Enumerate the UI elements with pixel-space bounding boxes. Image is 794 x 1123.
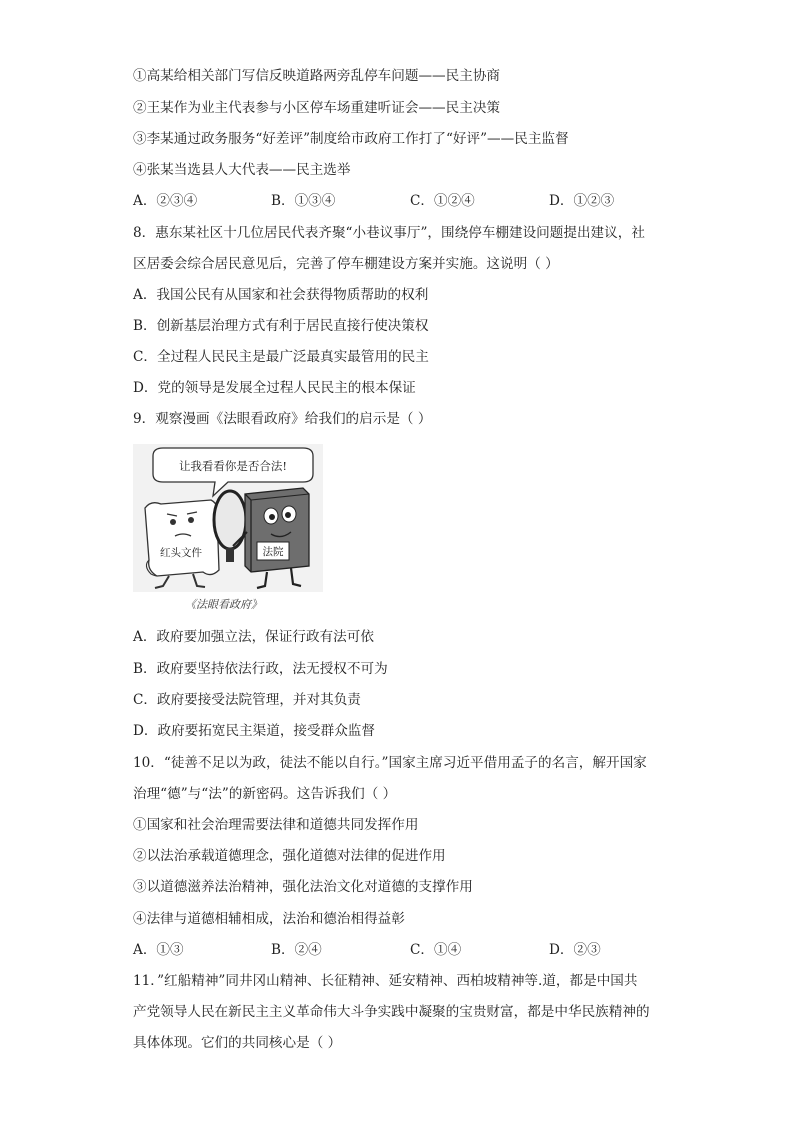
- q7-options: [133, 191, 693, 211]
- cartoon-caption: 《法眼看政府》: [185, 598, 262, 611]
- q8-option-c[interactable]: C．全过程人民民主是最广泛最真实最管用的民主: [133, 349, 429, 365]
- q10-stem-line-1: 10．“徒善不足以为政，徒法不能以自行。”国家主席习近平借用孟子的名言，解开国家: [133, 755, 647, 771]
- q7-item-2: ②王某作为业主代表参与小区停车场重建听证会——民主决策: [133, 100, 501, 116]
- q10-option-b[interactable]: B．②④: [271, 942, 322, 958]
- q9-stem: 9．观察漫画《法眼看政府》给我们的启示是（ ）: [133, 411, 432, 427]
- q10-stem-line-2: 治理“德”与“法”的新密码。这告诉我们（ ）: [133, 786, 397, 802]
- q10-item-4: ④法律与道德相辅相成，法治和德治相得益彰: [133, 911, 405, 927]
- cartoon-illustration: [133, 444, 323, 592]
- book-label: 法院: [262, 546, 284, 558]
- q10-item-1: ①国家和社会治理需要法律和道德共同发挥作用: [133, 817, 419, 833]
- q7-option-a[interactable]: A．②③④: [133, 193, 198, 209]
- q10-option-d[interactable]: D．②③: [549, 942, 601, 958]
- q8-option-d[interactable]: D．党的领导是发展全过程人民民主的根本保证: [133, 380, 416, 396]
- q11-stem-line-1: 11．”红船精神”同井冈山精神、长征精神、延安精神、西柏坡精神等.道，都是中国共: [133, 973, 638, 989]
- doc-label: 红头文件: [160, 547, 202, 559]
- q10-item-2: ②以法治承载道德理念，强化道德对法律的促进作用: [133, 848, 446, 864]
- q10-option-c[interactable]: C．①④: [410, 942, 462, 958]
- q8-stem-line-2: 区居委会综合居民意见后，完善了停车棚建设方案并实施。这说明（ ）: [133, 256, 559, 272]
- q7-option-b[interactable]: B．①③④: [271, 193, 336, 209]
- q7-item-1: ①高某给相关部门写信反映道路两旁乱停车问题——民主协商: [133, 68, 501, 84]
- q7-option-d[interactable]: D．①②③: [549, 193, 615, 209]
- q8-option-b[interactable]: B．创新基层治理方式有利于居民直接行使决策权: [133, 318, 429, 334]
- q9-option-b[interactable]: B．政府要坚持依法行政，法无授权不可为: [133, 661, 388, 677]
- q11-stem-line-3: 具体体现。它们的共同核心是（ ）: [133, 1035, 342, 1051]
- q9-option-d[interactable]: D．政府要拓宽民主渠道，接受群众监督: [133, 723, 375, 739]
- q9-option-a[interactable]: A．政府要加强立法，保证行政有法可依: [133, 629, 374, 645]
- bubble-text: 让我看看你是否合法!: [178, 459, 288, 473]
- q7-item-3: ③李某通过政务服务“好差评”制度给市政府工作打了“好评”——民主监督: [133, 131, 569, 147]
- q8-stem-line-1: 8．惠东某社区十几位居民代表齐聚“小巷议事厅”，围绕停车棚建设问题提出建议，社: [133, 225, 645, 241]
- q11-stem-line-2: 产党领导人民在新民主主义革命伟大斗争实践中凝聚的宝贵财富，都是中华民族精神的: [133, 1004, 650, 1020]
- q7-item-4: ④张某当选县人大代表——民主选举: [133, 162, 351, 178]
- q10-item-3: ③以道德滋养法治精神，强化法治文化对道德的支撑作用: [133, 879, 473, 895]
- q10-option-a[interactable]: A．①③: [133, 942, 184, 958]
- q8-option-a[interactable]: A．我国公民有从国家和社会获得物质帮助的权利: [133, 287, 429, 303]
- q7-option-c[interactable]: C．①②④: [410, 193, 475, 209]
- q10-options: [133, 940, 693, 960]
- q9-option-c[interactable]: C．政府要接受法院管理，并对其负责: [133, 692, 361, 708]
